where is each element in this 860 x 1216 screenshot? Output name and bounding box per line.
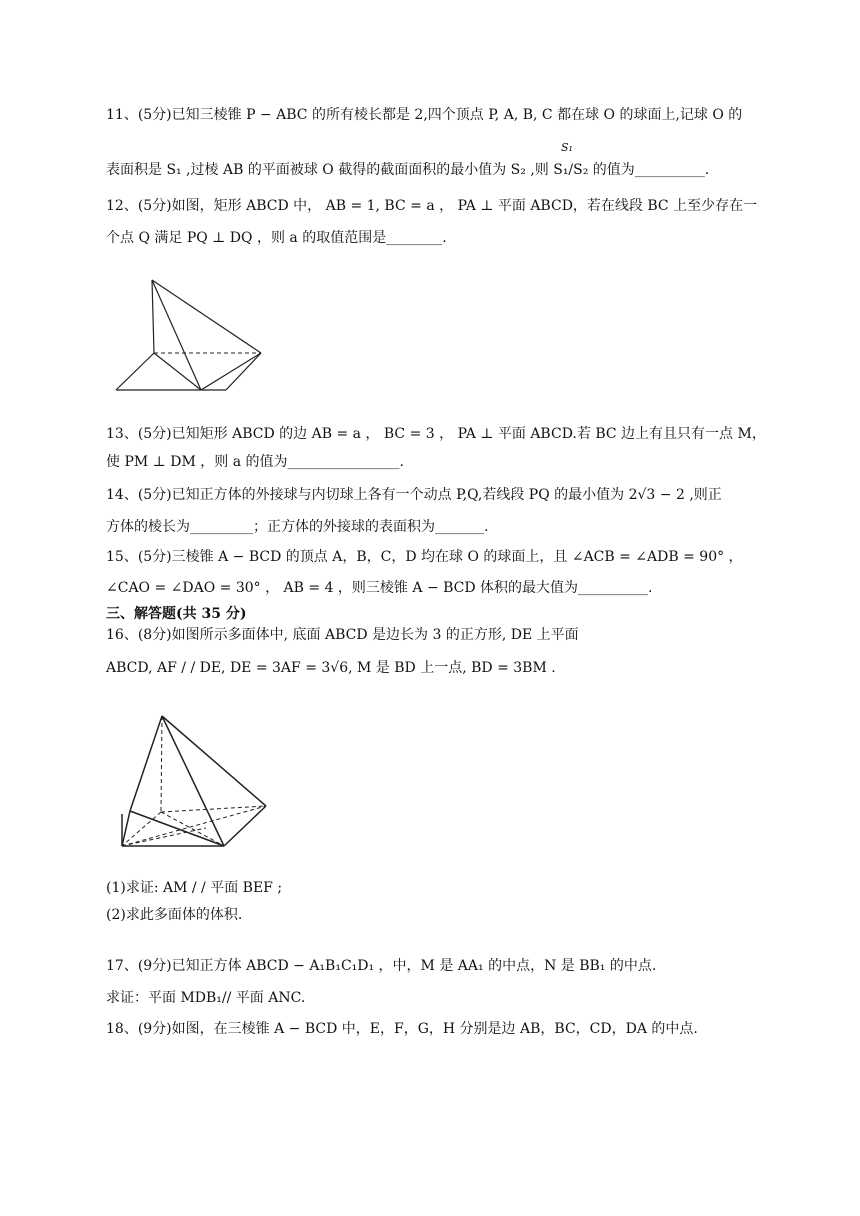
q16-figure	[106, 706, 286, 861]
q11-line1: 11、(5分)已知三棱锥 P − ABC 的所有棱长都是 2,四个顶点 P, A, B, C 都在球 O 的球面上,记球 O 的	[106, 107, 743, 123]
q17-line2: 求证：平面 MDB₁// 平面 ANC.	[106, 990, 306, 1006]
q16-line1: 16、(8分)如图所示多面体中, 底面 ABCD 是边长为 3 的正方形, DE 上平面	[106, 627, 579, 643]
q16-part2: (2)求此多面体的体积.	[106, 907, 243, 923]
q12-line2: 个点 Q 满足 PQ ⊥ DQ ，则 a 的取值范围是________.	[106, 230, 447, 246]
q17-line1: 17、(9分)已知正方体 ABCD − A₁B₁C₁D₁ ，中，M 是 AA₁ 的中点，N 是 BB₁ 的中点.	[106, 958, 657, 974]
q15-line2: ∠CAO = ∠DAO = 30° ， AB = 4 ，则三棱锥 A − BCD 体积的最大值为__________.	[106, 580, 653, 596]
q13-line2: 使 PM ⊥ DM ，则 a 的值为________________.	[106, 454, 404, 470]
q13-line1: 13、(5分)已知矩形 ABCD 的边 AB = a ， BC = 3 ， PA ⊥ 平面 ABCD.若 BC 边上有且只有一点 M，	[106, 426, 766, 442]
q15-line1: 15、(5分)三棱锥 A − BCD 的顶点 A，B，C，D 均在球 O 的球面上，且 ∠ACB = ∠ADB = 90° ，	[106, 549, 743, 565]
q11-line2: 表面积是 S₁ ,过棱 AB 的平面被球 O 截得的截面面积的最小值为 S₂ ,则 S₁/S₂ 的值为__________.	[106, 162, 710, 178]
q16-line2: ABCD, AF / / DE, DE = 3AF = 3√6, M 是 BD 上一点, BD = 3BM .	[106, 660, 556, 676]
section-3-heading: 三、解答题(共 35 分)	[106, 606, 247, 622]
q12-line1: 12、(5分)如图，矩形 ABCD 中， AB = 1, BC = a ， PA ⊥ 平面 ABCD，若在线段 BC 上至少存在一	[106, 198, 758, 214]
q18-line1: 18、(9分)如图，在三棱锥 A − BCD 中，E，F，G，H 分别是边 AB，BC，CD，DA 的中点.	[106, 1021, 698, 1037]
q14-line1: 14、(5分)已知正方体的外接球与内切球上各有一个动点 P,Q,若线段 PQ 的最小值为 2√3 − 2 ,则正	[106, 487, 722, 503]
q12-figure	[106, 262, 286, 412]
q11-fraction-numerator: S₁	[561, 141, 573, 154]
q16-part1: (1)求证: AM / / 平面 BEF ;	[106, 880, 283, 896]
q14-line2: 方体的棱长为_________；正方体的外接球的表面积为_______.	[106, 519, 489, 535]
